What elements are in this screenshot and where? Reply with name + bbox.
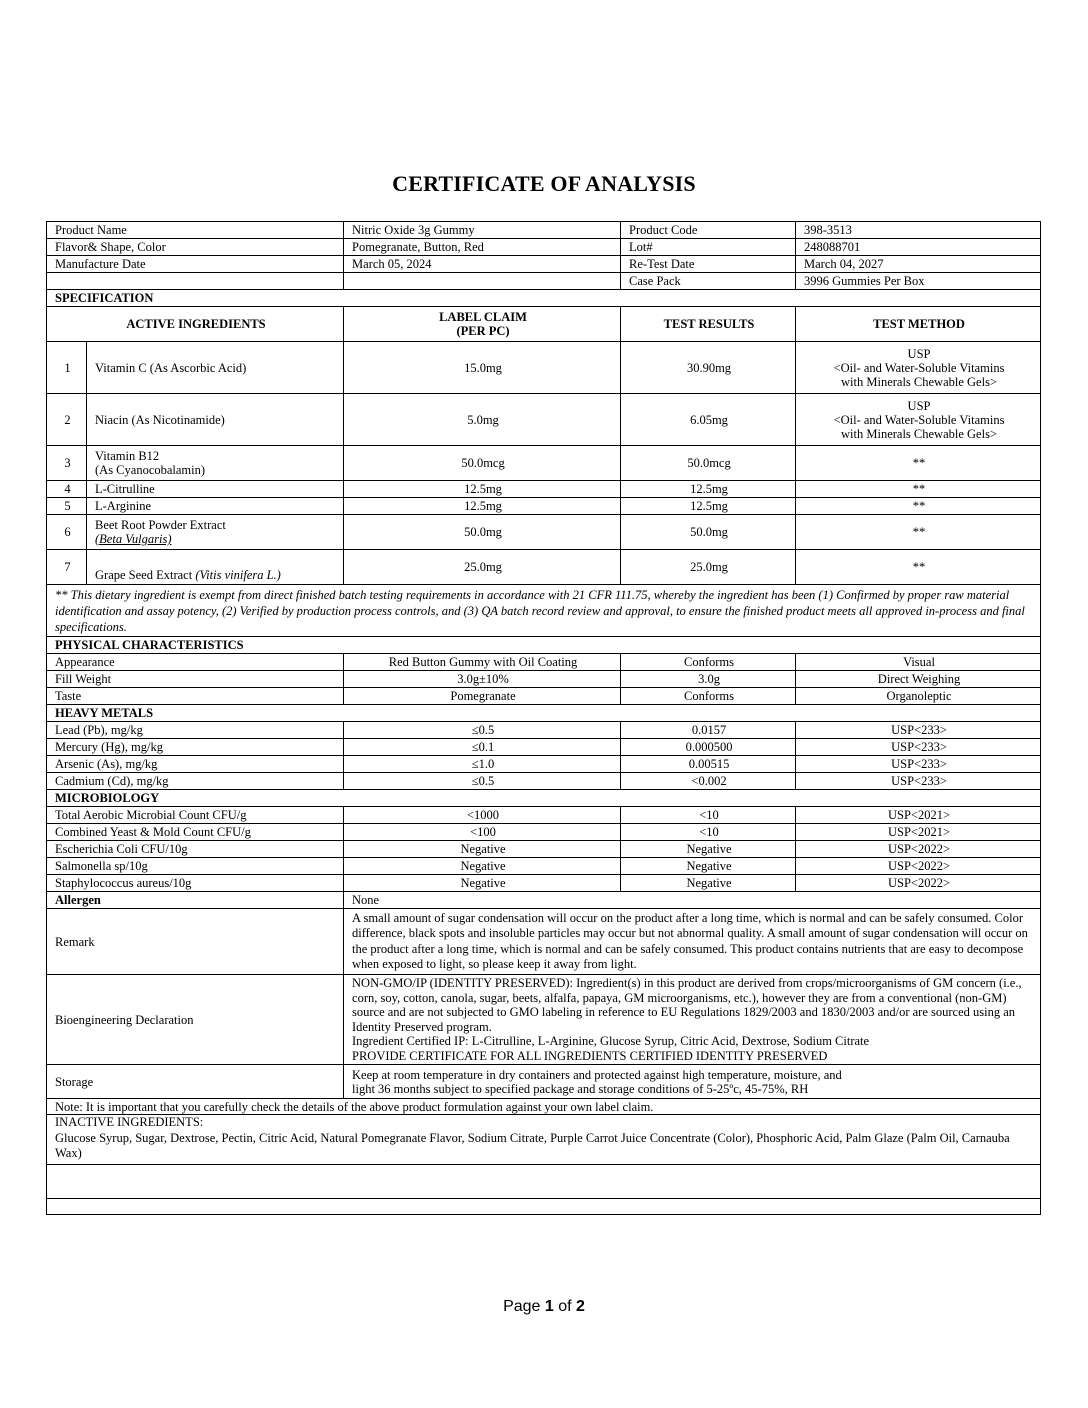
section-specification [47, 290, 1041, 307]
ingredient-result: 12.5mg [621, 481, 796, 498]
final-note-row [47, 1099, 1041, 1115]
ingredient-claim: 5.0mg [344, 394, 621, 446]
test-spec: Negative [344, 858, 621, 875]
ingredient-claim: 25.0mg [344, 550, 621, 585]
header-row-mfg [47, 256, 1041, 273]
test-name: Fill Weight [47, 671, 344, 688]
storage-text [344, 1065, 1041, 1099]
remark-row [47, 909, 1041, 975]
blank-row [47, 1199, 1041, 1215]
col-label-claim [344, 307, 621, 342]
test-result: Conforms [621, 688, 796, 705]
test-spec: ≤0.5 [344, 722, 621, 739]
exempt-note-row [47, 585, 1041, 637]
lot-value: 248088701 [796, 239, 1041, 256]
retest-date-value: March 04, 2027 [796, 256, 1041, 273]
product-name-label: Product Name [47, 222, 344, 239]
test-result: Negative [621, 841, 796, 858]
method-line: USP [907, 346, 931, 361]
method-line: with Minerals Chewable Gels> [841, 374, 997, 389]
empty-cell [47, 1165, 1041, 1199]
test-method: USP<2021> [796, 824, 1041, 841]
flavor-label: Flavor& Shape, Color [47, 239, 344, 256]
ingredient-name: L-Citrulline [87, 481, 344, 498]
ingredient-method [796, 342, 1041, 394]
test-name: Escherichia Coli CFU/10g [47, 841, 344, 858]
ingredient-method: ** [796, 481, 1041, 498]
micro-row [47, 807, 1041, 824]
header-row-flavor [47, 239, 1041, 256]
col-label-claim-line-1: LABEL CLAIM [439, 310, 527, 324]
ingredient-latin-name: (Beta Vulgaris) [95, 532, 172, 546]
test-name: Combined Yeast & Mold Count CFU/g [47, 824, 344, 841]
ingredient-number: 7 [47, 550, 87, 585]
section-heading: PHYSICAL CHARACTERISTICS [47, 637, 1041, 654]
empty-cell [47, 1199, 1041, 1215]
header-row-product [47, 222, 1041, 239]
col-test-method: TEST METHOD [796, 307, 1041, 342]
col-test-results: TEST RESULTS [621, 307, 796, 342]
bioengineering-line: Ingredient Certified IP: L-Citrulline, L-Arginine, Glucose Syrup, Citric Acid, Dextrose, Sodium Citrate [352, 1034, 870, 1048]
ingredient-method: ** [796, 498, 1041, 515]
test-method: USP<2021> [796, 807, 1041, 824]
ingredient-name: Vitamin C (As Ascorbic Acid) [87, 342, 344, 394]
section-heavy-metals [47, 705, 1041, 722]
bioengineering-label: Bioengineering Declaration [47, 975, 344, 1065]
physical-row [47, 688, 1041, 705]
test-result: Negative [621, 858, 796, 875]
allergen-row [47, 892, 1041, 909]
remark-text: A small amount of sugar condensation will occur on the product after a long time, which is normal and can be safely consumed. Color difference, black spots and insoluble particles may occur but not abnormal quality. A small amount of sugar condensation will occur on the product after a long time, which is normal and can be safely consumed. This product contains nutrients that are easy to decompose when exposed to light, so please keep it away from light. [344, 909, 1041, 975]
coa-table [46, 221, 1041, 1215]
ingredient-name [87, 446, 344, 481]
ingredient-claim: 50.0mg [344, 515, 621, 550]
method-line: <Oil- and Water-Soluble Vitamins [833, 412, 1005, 427]
micro-row [47, 875, 1041, 892]
physical-row [47, 654, 1041, 671]
ingredient-row [47, 550, 1041, 585]
test-name: Salmonella sp/10g [47, 858, 344, 875]
storage-row [47, 1065, 1041, 1099]
ingredient-row [47, 481, 1041, 498]
test-method: USP<233> [796, 773, 1041, 790]
test-spec: Pomegranate [344, 688, 621, 705]
section-microbiology [47, 790, 1041, 807]
ingredient-row [47, 394, 1041, 446]
col-label-claim-line-2: (PER PC) [456, 324, 510, 338]
ingredient-name-line: Beet Root Powder Extract [95, 518, 226, 532]
ingredient-result: 25.0mg [621, 550, 796, 585]
ingredient-name-line: Grape Seed Extract [95, 568, 193, 582]
ingredient-result: 30.90mg [621, 342, 796, 394]
method-line: <Oil- and Water-Soluble Vitamins [833, 360, 1005, 375]
ingredient-number: 4 [47, 481, 87, 498]
ingredient-row [47, 446, 1041, 481]
test-name: Taste [47, 688, 344, 705]
mfg-date-value: March 05, 2024 [344, 256, 621, 273]
ingredient-method: ** [796, 515, 1041, 550]
case-pack-label: Case Pack [621, 273, 796, 290]
ingredient-claim: 12.5mg [344, 481, 621, 498]
storage-line: light 36 months subject to specified package and storage conditions of 5-25ºc, 45-75%, RH [352, 1081, 809, 1096]
document-title: CERTIFICATE OF ANALYSIS [392, 171, 696, 196]
ingredient-claim: 15.0mg [344, 342, 621, 394]
test-spec: ≤1.0 [344, 756, 621, 773]
ingredient-method [796, 394, 1041, 446]
test-result: <10 [621, 807, 796, 824]
test-result: <10 [621, 824, 796, 841]
ingredient-row [47, 498, 1041, 515]
final-note: Note: It is important that you carefully check the details of the above product formulation against your own label claim. [47, 1099, 1041, 1115]
test-spec: <100 [344, 824, 621, 841]
bioengineering-text [344, 975, 1041, 1065]
bioengineering-line: NON-GMO/IP (IDENTITY PRESERVED): Ingredient(s) in this product are derived from crops/microorganisms of GM concern (i.e., corn, soy, cotton, canola, sugar, beets, alfalfa, papaya, GM microorganisms, etc.), however they are from a conventional (non-GM) source and are not subjected to GMO labeling in reference to EU Regulations 1829/2003 and 1830/2003 and/or are sourced using an Identity Preserved program. [352, 976, 1022, 1034]
test-method: Organoleptic [796, 688, 1041, 705]
remark-label: Remark [47, 909, 344, 975]
heavy-metal-row [47, 773, 1041, 790]
test-method: USP<2022> [796, 875, 1041, 892]
ingredient-name: Niacin (As Nicotinamide) [87, 394, 344, 446]
allergen-label: Allergen [47, 892, 344, 909]
product-code-value: 398-3513 [796, 222, 1041, 239]
ingredient-number: 5 [47, 498, 87, 515]
product-name-value: Nitric Oxide 3g Gummy [344, 222, 621, 239]
inactive-list: Glucose Syrup, Sugar, Dextrose, Pectin, Citric Acid, Natural Pomegranate Flavor, Sodium Citrate, Purple Carrot Juice Concentrate (Color), Phosphoric Acid, Palm Glaze (Palm Oil, Carnauba Wax) [55, 1130, 1010, 1160]
test-spec: ≤0.1 [344, 739, 621, 756]
ingredient-method: ** [796, 446, 1041, 481]
test-spec: <1000 [344, 807, 621, 824]
storage-label: Storage [47, 1065, 344, 1099]
inactive-label: INACTIVE INGREDIENTS: [55, 1115, 204, 1129]
ingredient-result: 50.0mg [621, 515, 796, 550]
heavy-metal-row [47, 756, 1041, 773]
col-active-ingredients: ACTIVE INGREDIENTS [47, 307, 344, 342]
empty-cell [47, 273, 344, 290]
ingredient-name: L-Arginine [87, 498, 344, 515]
page-of: of [553, 1298, 577, 1315]
test-name: Arsenic (As), mg/kg [47, 756, 344, 773]
ingredient-name-line: Vitamin B12 [95, 449, 160, 463]
ingredient-method: ** [796, 550, 1041, 585]
heavy-metal-row [47, 722, 1041, 739]
ingredient-number: 6 [47, 515, 87, 550]
ingredient-name [87, 515, 344, 550]
ingredient-result: 12.5mg [621, 498, 796, 515]
test-spec: Negative [344, 841, 621, 858]
test-result: 3.0g [621, 671, 796, 688]
test-result: <0.002 [621, 773, 796, 790]
heavy-metal-row [47, 739, 1041, 756]
test-name: Staphylococcus aureus/10g [47, 875, 344, 892]
method-line: USP [907, 398, 931, 413]
ingredient-name-line: (As Cyanocobalamin) [95, 463, 206, 477]
section-heading: SPECIFICATION [47, 290, 1041, 307]
test-name: Lead (Pb), mg/kg [47, 722, 344, 739]
flavor-value: Pomegranate, Button, Red [344, 239, 621, 256]
ingredient-result: 50.0mcg [621, 446, 796, 481]
test-method: USP<233> [796, 739, 1041, 756]
blank-row [47, 1165, 1041, 1199]
section-heading: HEAVY METALS [47, 705, 1041, 722]
test-result: 0.0157 [621, 722, 796, 739]
micro-row [47, 824, 1041, 841]
ingredient-claim: 12.5mg [344, 498, 621, 515]
ingredient-latin-name: (Vitis vinifera L.) [195, 568, 281, 582]
lot-label: Lot# [621, 239, 796, 256]
header-row-casepack [47, 273, 1041, 290]
test-name: Cadmium (Cd), mg/kg [47, 773, 344, 790]
test-name: Mercury (Hg), mg/kg [47, 739, 344, 756]
ingredient-number: 1 [47, 342, 87, 394]
ingredient-number: 2 [47, 394, 87, 446]
bioengineering-row [47, 975, 1041, 1065]
test-result: 0.00515 [621, 756, 796, 773]
test-spec: 3.0g±10% [344, 671, 621, 688]
inactive-row [47, 1115, 1041, 1165]
ingredient-result: 6.05mg [621, 394, 796, 446]
test-method: USP<233> [796, 756, 1041, 773]
page-footer [0, 1298, 1088, 1316]
test-result: 0.000500 [621, 739, 796, 756]
test-result: Conforms [621, 654, 796, 671]
empty-cell [344, 273, 621, 290]
test-spec: ≤0.5 [344, 773, 621, 790]
test-method: Direct Weighing [796, 671, 1041, 688]
storage-line: Keep at room temperature in dry containers and protected against high temperature, moisture, and [352, 1067, 842, 1082]
ingredient-name [87, 550, 344, 585]
spec-header-row [47, 307, 1041, 342]
page-number: 1 [544, 1298, 554, 1315]
page-prefix: Page [503, 1298, 545, 1315]
ingredient-number: 3 [47, 446, 87, 481]
test-result: Negative [621, 875, 796, 892]
test-method: USP<2022> [796, 858, 1041, 875]
ingredient-row [47, 342, 1041, 394]
allergen-value: None [344, 892, 1041, 909]
retest-date-label: Re-Test Date [621, 256, 796, 273]
micro-row [47, 858, 1041, 875]
bioengineering-line: PROVIDE CERTIFICATE FOR ALL INGREDIENTS CERTIFIED IDENTITY PRESERVED [352, 1048, 828, 1063]
page-total: 2 [576, 1298, 585, 1315]
test-method: USP<2022> [796, 841, 1041, 858]
method-line: with Minerals Chewable Gels> [841, 426, 997, 441]
case-pack-value: 3996 Gummies Per Box [796, 273, 1041, 290]
test-spec: Red Button Gummy with Oil Coating [344, 654, 621, 671]
test-method: Visual [796, 654, 1041, 671]
test-method: USP<233> [796, 722, 1041, 739]
mfg-date-label: Manufacture Date [47, 256, 344, 273]
section-physical [47, 637, 1041, 654]
product-code-label: Product Code [621, 222, 796, 239]
ingredient-row [47, 515, 1041, 550]
section-heading: MICROBIOLOGY [47, 790, 1041, 807]
ingredient-claim: 50.0mcg [344, 446, 621, 481]
physical-row [47, 671, 1041, 688]
inactive-ingredients [47, 1115, 1041, 1165]
test-name: Appearance [47, 654, 344, 671]
test-name: Total Aerobic Microbial Count CFU/g [47, 807, 344, 824]
micro-row [47, 841, 1041, 858]
exempt-note: ** This dietary ingredient is exempt from direct finished batch testing requirements in accordance with 21 CFR 111.75, whereby the ingredient has been (1) Confirmed by proper raw material identification and assay potency, (2) Verified by production process controls, and (3) QA batch record review and approval, to ensure the finished product meets all approved in-process and final specifications. [47, 585, 1041, 637]
test-spec: Negative [344, 875, 621, 892]
